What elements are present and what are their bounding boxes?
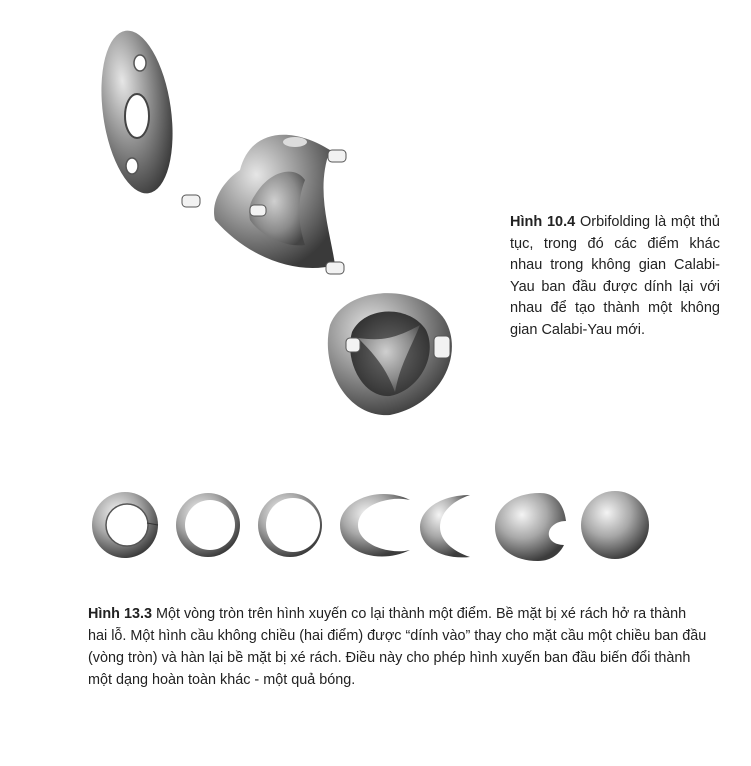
- figure-13-3-label: Hình 13.3: [88, 606, 152, 622]
- torus-stage-5: [420, 495, 470, 557]
- torus-stage-4: [340, 494, 410, 556]
- figure-10-4-label: Hình 10.4: [510, 214, 576, 230]
- figure-10-4-caption: [510, 212, 720, 341]
- torus-stage-2: [176, 493, 240, 557]
- orbifolded-torus: [328, 293, 452, 415]
- figure-13-3-text: Một vòng tròn trên hình xuyến co lại thành một điểm. Bề mặt bị xé rách hở ra thành hai lỗ. Một hình cầu không chiều (hai điểm) được “dính vào” thay cho mặt cầu một chiều ban đầu (vòng tròn) và hàn lại bề mặt bị xé rách. Điều này cho phép hình xuyến ban đầu biến đổi thành một dạng hoàn toàn khác - một quả bóng.: [88, 606, 707, 688]
- orbifolding-illustration: [90, 20, 490, 440]
- torus-stage-1: [92, 492, 158, 558]
- three-hole-surface: [92, 26, 182, 198]
- triangular-torus: [182, 135, 346, 274]
- figure-13-3-caption: [88, 603, 708, 691]
- torus-stage-3: [258, 493, 322, 557]
- figure-10-4-text: Orbifolding là một thủ tục, trong đó các điểm khác nhau trong không gian Calabi-Yau ban đầu được dính lại với nhau để tạo thành một không gian Calabi-Yau mới.: [510, 214, 720, 338]
- torus-to-sphere-sequence: [90, 485, 660, 565]
- torus-stage-6: [495, 493, 566, 561]
- torus-stage-7: [581, 491, 649, 559]
